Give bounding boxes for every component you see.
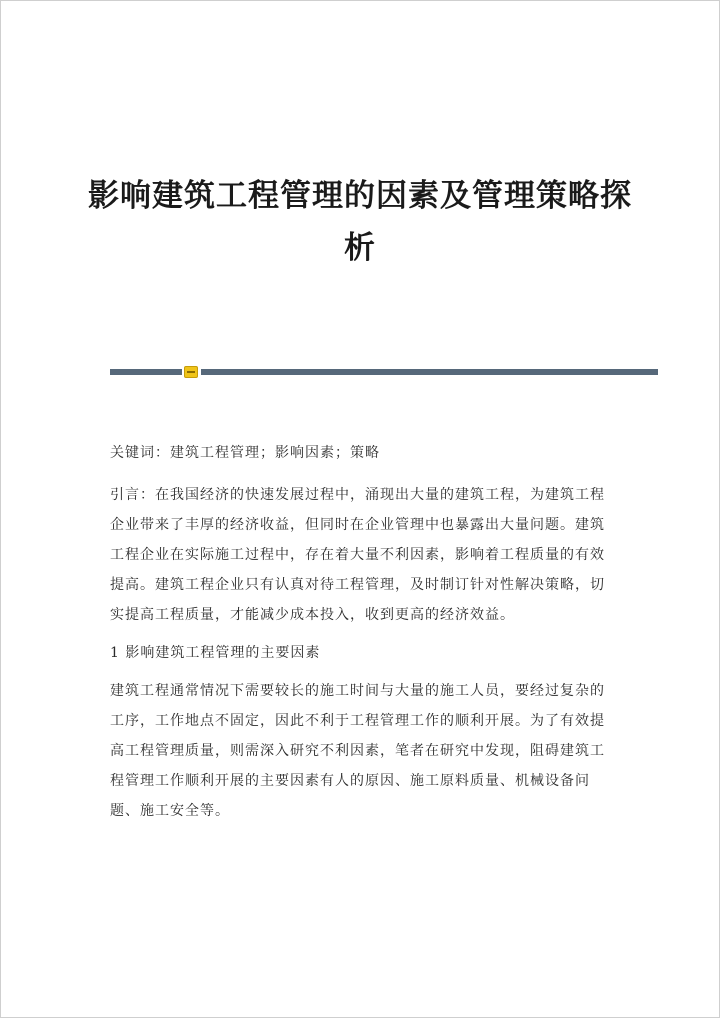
section-1-heading: 1 影响建筑工程管理的主要因素 — [110, 645, 321, 661]
document-title-line-1: 影响建筑工程管理的因素及管理策略探 — [88, 178, 632, 214]
document-title-line-2: 析 — [344, 230, 376, 266]
intro-paragraph: 引言：在我国经济的快速发展过程中，涌现出大量的建筑工程，为建筑工程企业带来了丰厚的经济收益，但同时在企业管理中也暴露出大量问题。建筑工程企业在实际施工过程中，存在着大量不利因素，影响着工程质量的有效提高。建筑工程企业只有认真对待工程管理，及时制订针对性解决策略，切实提高工程质量，才能减少成本投入，收到更高的经济效益。 — [110, 487, 605, 623]
section-1-paragraph: 建筑工程通常情况下需要较长的施工时间与大量的施工人员，要经过复杂的工序，工作地点不固定，因此不利于工程管理工作的顺利开展。为了有效提高工程管理质量，则需深入研究不利因素，笔者在研究中发现，阻碍建筑工程管理工作顺利开展的主要因素有人的原因、施工原料质量、机械设备问题、施工安全等。 — [110, 683, 605, 819]
divider-right-bar — [201, 369, 658, 375]
document-body — [110, 438, 610, 834]
divider-left-bar — [110, 369, 182, 375]
keywords-line: 关键词：建筑工程管理；影响因素；策略 — [110, 445, 380, 461]
divider-emblem-icon — [184, 366, 198, 378]
